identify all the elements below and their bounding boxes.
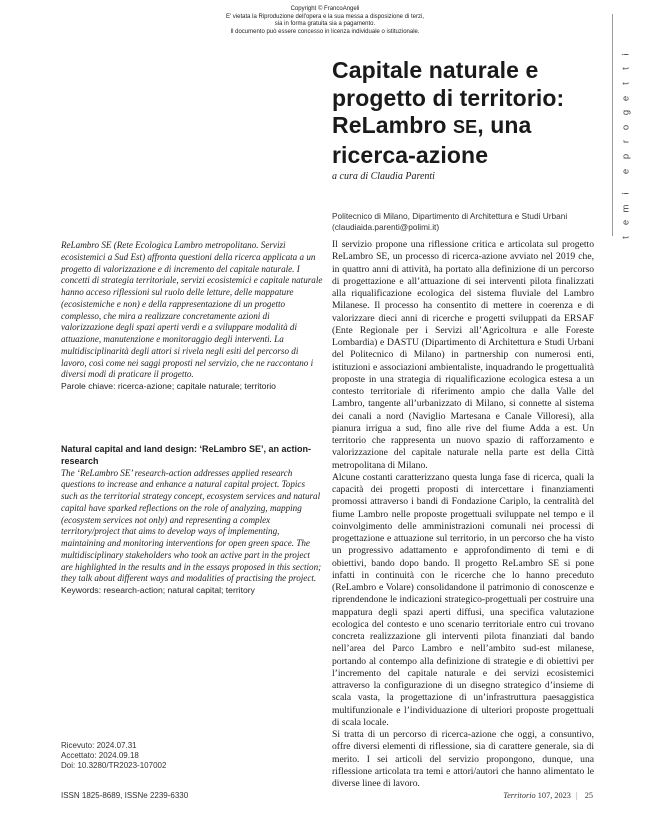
sidebar-letter: t: [620, 67, 632, 71]
affiliation: [332, 211, 622, 233]
page-number: 25: [584, 791, 593, 800]
sidebar-letter: i: [620, 53, 632, 56]
sidebar-letter: p: [620, 153, 632, 160]
copyright-line: sia in forma gratuita sia a pagamento.: [274, 21, 376, 28]
article-title: Capitale naturale e progetto di territorio: ReLambro SE, una ricerca-azione: [332, 57, 565, 168]
copyright-line: Il documento può essere concesso in licenza individuale o istituzionale.: [230, 28, 420, 35]
body-paragraph: Il servizio propone una riflessione critica e articolata sul progetto ReLambro SE, un processo di ricerca-azione avviato nel 2019 che, in quattro anni di attività, ha portato alla definizione di un percorso di progettazione e all’attuazione di sei interventi pilota finalizzati alla riqualificazione ecologica del sistema fluviale del Lambro Milanese. Il processo ha consentito di mettere in coerenza e di valorizzare dieci anni di ricerche e progetti sviluppati da ERSAF (Ente Regionale per i Servizi all’Agricoltura e alle Foreste Lombardia) e DASTU (Dipartimento di Architettura e Studi Urbani del Politecnico di Milano) in partnership con numerosi enti, istituzioni e associazioni ambientaliste, inquadrando le progettualità proposte in una strategia di riqualificazione ecologica estesa a un contesto territoriale di riferimento ampio che dalla Valle del Lambro, tangente all’urbanizzato di Milano, si connette al sistema dei canali a nord (Naviglio Martesana e Canale Villoresi), alla pianura irrigua a sud, fino alle rive del fiume Adda a est. Un territorio che rappresenta un nuovo spazio di rafforzamento e valorizzazione del capitale naturale nella parte est della Città metropolitana di Milano.: [332, 239, 594, 471]
sidebar-letter: m: [620, 204, 632, 213]
sidebar-letter: o: [620, 124, 632, 130]
sidebar-letter: r: [620, 140, 632, 144]
sidebar-letter: t: [620, 82, 632, 85]
received-date: Ricevuto: 2024.07.31: [61, 741, 137, 750]
sidebar-rule: [612, 14, 613, 236]
sidebar-letter: i: [620, 192, 632, 195]
article-dates: [61, 741, 261, 770]
abstract-english: [61, 444, 323, 597]
keywords-italian: Parole chiave: ricerca-azione; capitale naturale; territorio: [61, 381, 276, 391]
copyright-line: Copyright © FrancoAngeli: [290, 6, 360, 12]
accepted-date: Accettato: 2024.09.18: [61, 750, 139, 760]
abstract-italian-body: ReLambro SE (Rete Ecologica Lambro metropolitano. Servizi ecosistemici a Sud Est) affronta questioni della ricerca applicata a un progetto di valorizzazione e di incremento del capitale naturale. I concetti di strategia territoriale, servizi ecosistemici e capitale naturale hanno acceso riflessioni sul ruolo delle letture, delle mappature (ecosistemiche e non) e della rappresentazione di un progetto complesso, che mira a realizzare concretamente azioni di valorizzazione degli spazi aperti verdi e a sviluppare modalità di attuazione, manutenzione e monitoraggio degli interventi. La multidisciplinarità degli attori si rivela negli esiti del percorso di lavoro, così come nei saggi proposti nel servizio, che ne raccontano i diversi modi di praticare il progetto.: [61, 240, 323, 380]
abstract-italian: [61, 240, 323, 393]
issn: ISSN 1825-8689, ISSNe 2239-6330: [61, 791, 189, 800]
copyright-notice: [0, 6, 650, 36]
journal-name: Territorio: [503, 791, 536, 800]
abstract-english-title: Natural capital and land design: ‘ReLambro SE’, an action-research: [61, 444, 312, 466]
abstract-english-body: The ‘ReLambro SE’ research-action addresses applied research questions to increase and enhance a natural capital project. Topics such as the territorial strategy concept, ecosystem services and natural capital have sparked reflections on the role of analyzing, mapping (ecosystem services not only) and representing a complex territory/project that aims to develop ways of implementing, maintaining and monitoring interventions for open green space. The multidisciplinary stakeholders who took an active part in the project are highlighted in the results and in the essays proposed in this section; they talk about different ways and modalities of practising the project.: [61, 467, 322, 584]
body-paragraph: Si tratta di un percorso di ricerca-azione che oggi, a consuntivo, offre diversi elementi di riflessione, sia di carattere generale, sia di merito. I sei articoli del servizio propongono, dunque, una riflessione articolata tra temi e attori/autori che hanno alimentato le diverse linee di lavoro.: [332, 729, 594, 789]
doi: Doi: 10.3280/TR2023-107002: [61, 760, 167, 770]
sidebar-letter: e: [620, 220, 632, 226]
sidebar-letter: t: [620, 236, 632, 239]
sidebar-letter: e: [620, 95, 632, 101]
article-body: [332, 239, 594, 790]
editor-credit: a cura di Claudia Parenti: [332, 171, 435, 182]
sidebar-letter: e: [620, 168, 632, 174]
affiliation-line: Politecnico di Milano, Dipartimento di Architettura e Studi Urbani: [332, 211, 568, 221]
footer-separator: |: [575, 791, 578, 800]
affiliation-email: (claudiaida.parenti@polimi.it): [332, 222, 440, 232]
page-footer: [503, 791, 593, 800]
sidebar-letter: g: [620, 110, 632, 116]
journal-issue: 107, 2023: [537, 791, 571, 800]
section-label-vertical: [614, 14, 640, 239]
body-paragraph: Alcune costanti caratterizzano questa lunga fase di ricerca, quali la capacità dei progetti proposti di intercettare i finanziamenti promossi attraverso i bandi di Fondazione Cariplo, la centralità del fiume Lambro nelle proposte progettuali sviluppate nel tempo e il coinvolgimento delle amministrazioni comunali nei processi di progettazione e attuazione sul territorio, in un percorso che ha visto un progressivo adattamento e approfondimento di temi e di obiettivi, bando dopo bando. Il progetto ReLambro SE si pone infatti in continuità con le ricerche che lo hanno preceduto (ReLambro e Volare) consolidandone il patrimonio di conoscenze e riprendendone le indicazioni strategico-progettuali per costruire una mappatura degli spazi aperti diffusi, una specifica valutazione ecologica del contesto e uno scenario territoriale entro cui trovano concreta realizzazione gli interventi pilota finanziati dal bando nell’area del Parco Lambro e nell’ambito sud-est milanese, portando al contempo alla definizione di strategie e di obiettivi per l’incremento del capitale naturale e dei servizi ecosistemici attraverso la configurazione di un disegno strategico d’insieme di scala vasta, la progettazione di un’infrastruttura paesaggistica multifunzionale e l’individuazione di ulteriori proposte progettuali di scala locale.: [332, 471, 594, 728]
copyright-line: E' vietata la Riproduzione dell'opera e la sua messa a disposizione di terzi,: [225, 13, 425, 20]
keywords-english: Keywords: research-action; natural capital; territory: [61, 585, 255, 595]
